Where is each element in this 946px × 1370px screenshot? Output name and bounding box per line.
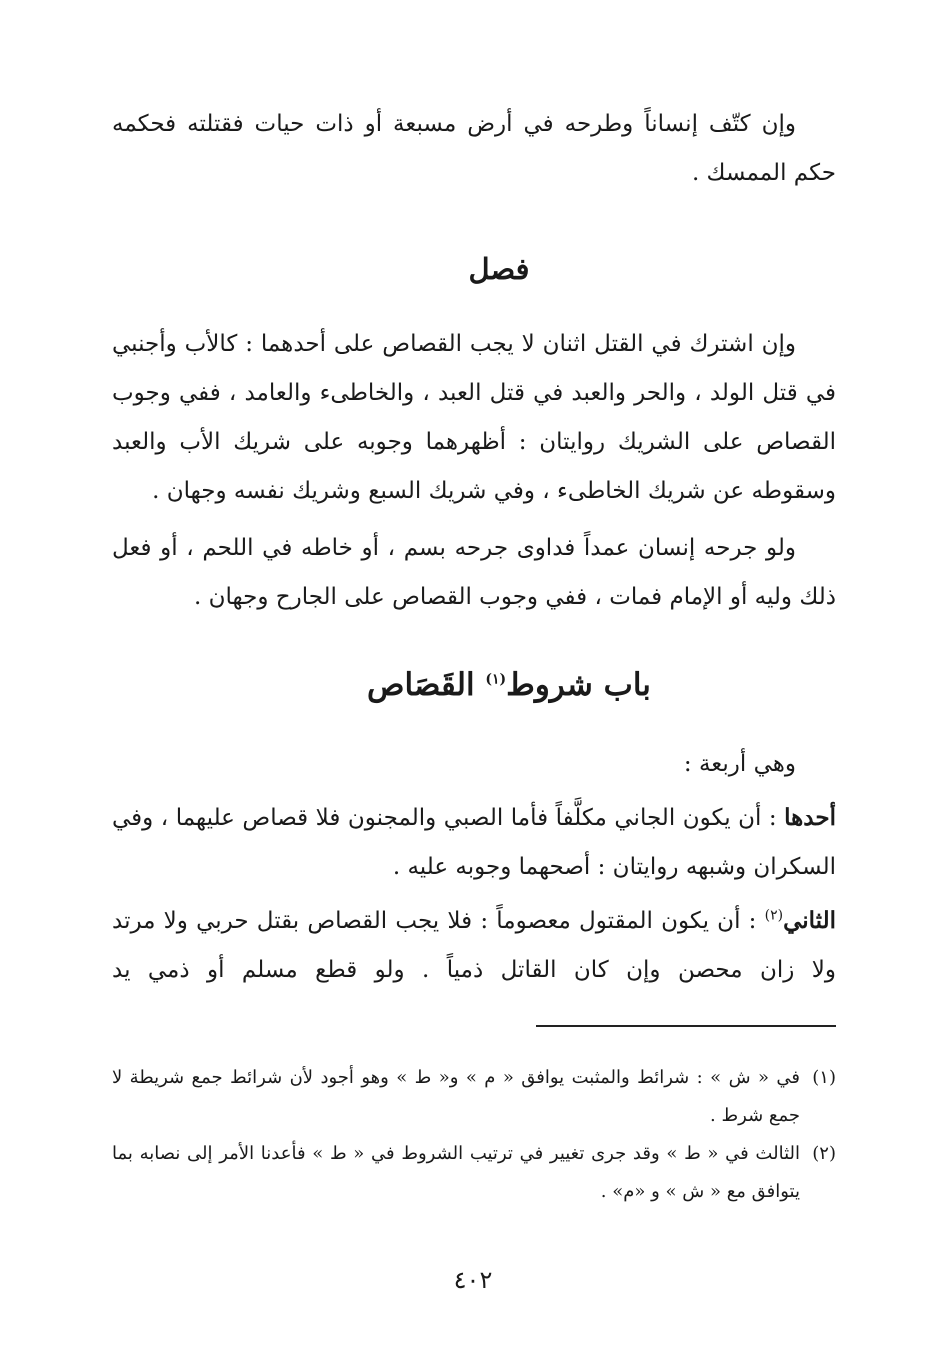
footnote-1-text: في « ش » : شرائط والمثبت يوافق « م » و« ط » وهو أجود لأن شرائط جمع شريطة لا جمع شرط . [112,1067,800,1126]
conditions-intro: وهي أربعة : [683,751,796,777]
spacer [112,300,836,320]
footnote-1 [112,1059,836,1135]
condition-first-text: : أن يكون الجاني مكلَّفاً فأما الصبي والمجنون فلا قصاص عليهما ، وفي السكران وشبهه روايتان : أصحهما وجوبه عليه . [112,805,836,880]
condition-second [112,896,836,995]
footnote-2 [112,1135,836,1211]
condition-first-lead: أحدها [784,804,836,831]
footnotes [112,1059,836,1211]
footnote-marker-1: (١) [485,671,507,688]
chapter-heading [182,652,836,718]
condition-second-text: : أن يكون المقتول معصوماً : فلا يجب القصاص بقتل حربي ولا مرتد ولا زان محصن وإن كان القاتل ذمياً . ولو قطع مسلم أو ذمي يد [112,908,836,983]
page-number: ٤٠٢ [453,1266,493,1294]
paragraph-binding: وإن كتّف إنساناً وطرحه في أرض مسبعة أو ذات حيات فقتلته فحكمه حكم الممسك . [112,111,836,186]
chapter-heading-text: باب شروط [506,667,651,703]
footnote-1-number: (١) [812,1067,836,1088]
paragraph-wound-treatment: ولو جرحه إنسان عمداً فداوى جرحه بسم ، أو خاطه في اللحم ، أو فعل ذلك وليه أو الإمام فمات ، ففي وجوب القصاص على الجارح وجهان . [112,535,836,610]
footnote-separator [536,1025,836,1027]
section-heading-fasl: فصل [468,252,530,286]
footnote-2-text: الثالث في « ط » وقد جرى تغيير في ترتيب الشروط في « ط » فأعدنا الأمر إلى نصابه بما يتوافق مع « ش » و «م» . [112,1143,800,1202]
paragraph-joint-killing: وإن اشترك في القتل اثنان لا يجب القصاص على أحدهما : كالأب وأجنبي في قتل الولد ، والحر والعبد في قتل العبد ، والخاطىء والعامد ، ففي وجوب القصاص على الشريك روايتان : أظهرهما وجوبه على شريك الأب والعبد وسقوطه عن شريك الخاطىء ، وفي شريك السبع وشريك نفسه وجهان . [112,331,836,504]
chapter-heading-subject: القَصَاص [367,667,486,703]
spacer [112,718,836,740]
condition-first [112,793,836,892]
footnote-marker-2: (٢) [764,907,784,924]
footnote-2-number: (٢) [812,1143,836,1164]
condition-second-lead: الثاني [783,907,836,934]
page-body [112,100,836,1211]
spacer [112,622,836,652]
spacer [112,198,836,238]
